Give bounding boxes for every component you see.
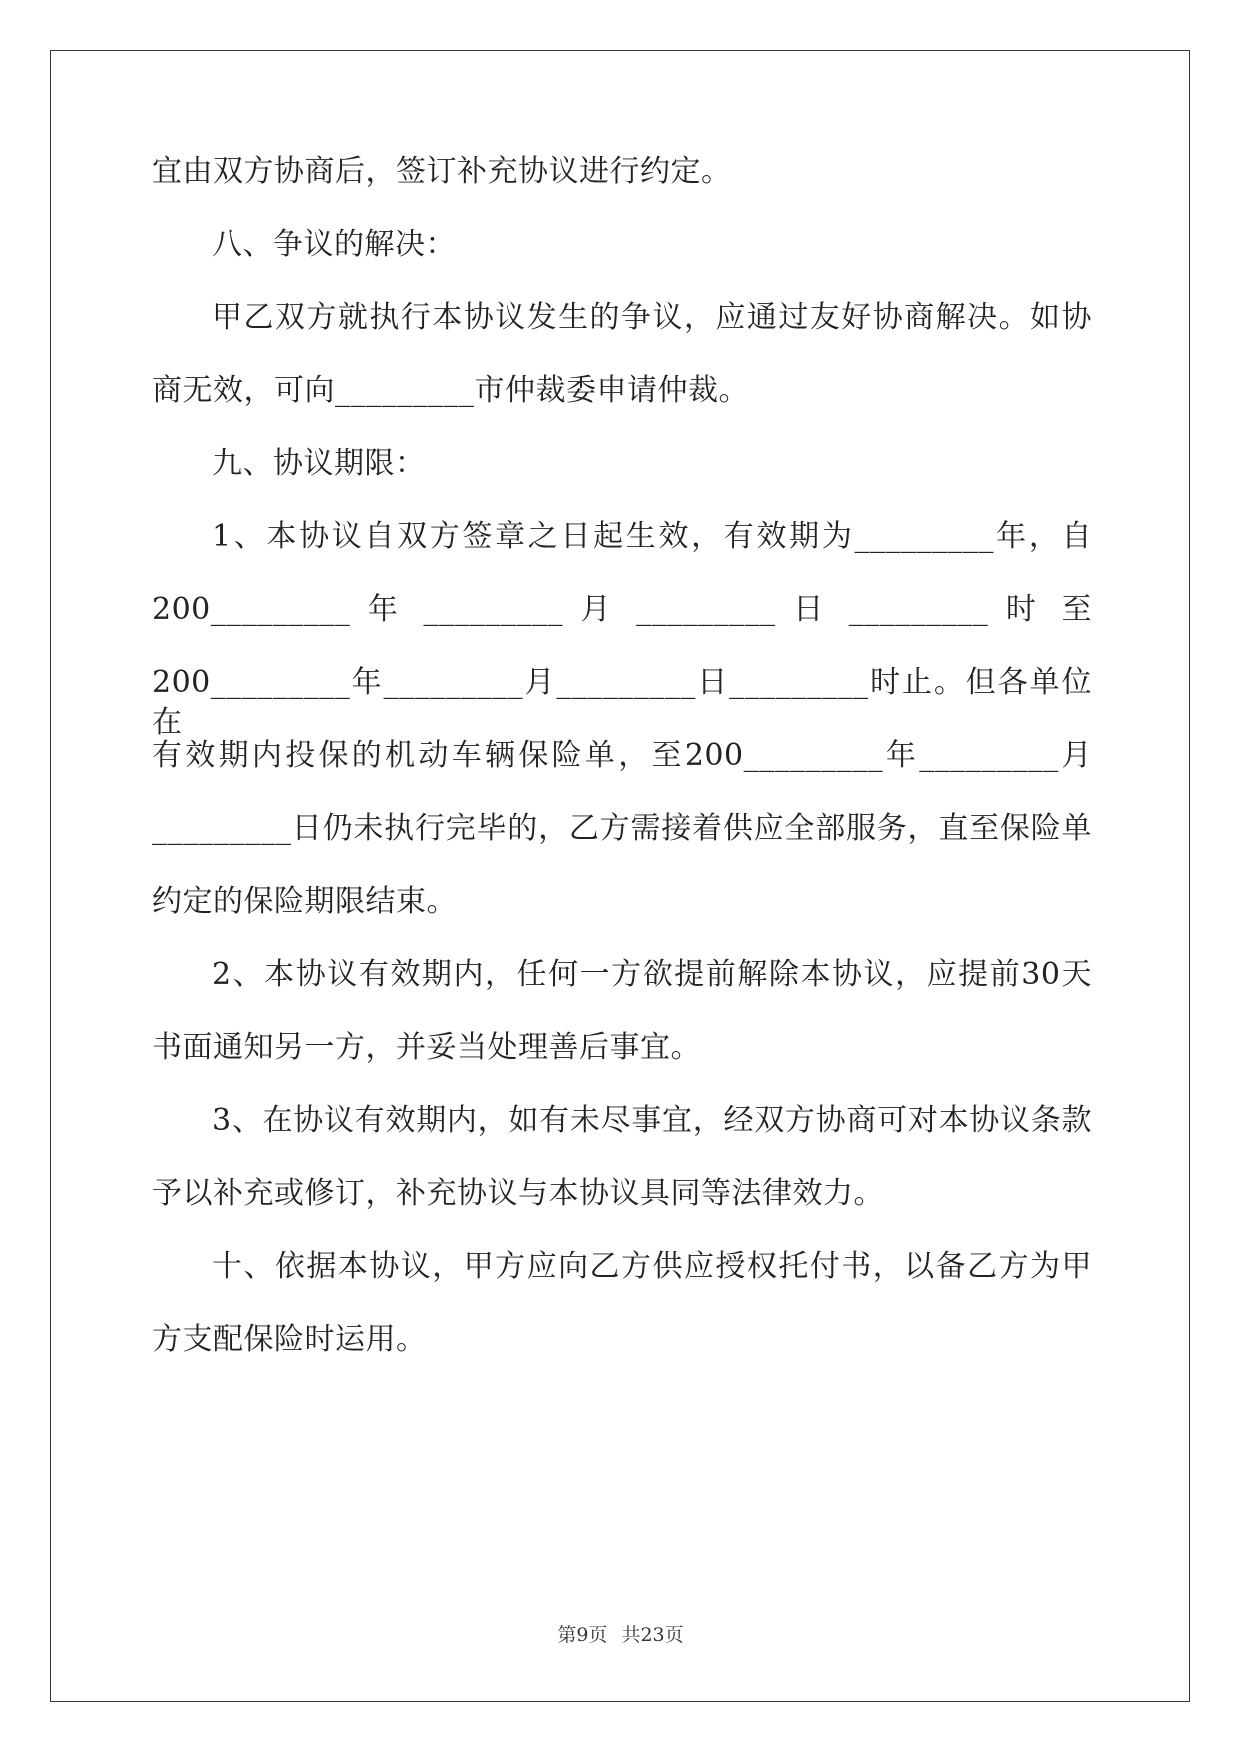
text-line: 200_________年_________月_________日_________时止。但各单位在 <box>152 665 1092 740</box>
text-line: 约定的保险期限结束。 <box>152 884 457 919</box>
page-total: 共23页 <box>621 1624 684 1646</box>
text-line: 2、本协议有效期内，任何一方欲提前解除本协议，应提前30天 <box>212 957 1092 992</box>
text-line: 方支配保险时运用。 <box>152 1322 427 1357</box>
text-line: 予以补充或修订，补充协议与本协议具同等法律效力。 <box>152 1176 884 1211</box>
text-line: 有效期内投保的机动车辆保险单，至200_________年_________月 <box>152 738 1092 773</box>
text-line: 十、依据本协议，甲方应向乙方供应授权托付书，以备乙方为甲 <box>212 1249 1092 1284</box>
text-line: 宜由双方协商后，签订补充协议进行约定。 <box>152 154 732 189</box>
text-line: _________日仍未执行完毕的，乙方需接着供应全部服务，直至保险单 <box>152 811 1092 846</box>
text-line: 200_________ 年 _________ 月 _________ 日 _________ 时 至 <box>152 592 1092 627</box>
section-heading: 九、协议期限： <box>212 446 426 481</box>
text-line: 3、在协议有效期内，如有未尽事宜，经双方协商可对本协议条款 <box>212 1103 1092 1138</box>
text-line: 商无效，可向_________市仲裁委申请仲裁。 <box>152 373 749 408</box>
text-line: 甲乙双方就执行本协议发生的争议，应通过友好协商解决。如协 <box>212 300 1092 335</box>
page-footer <box>0 1623 1241 1647</box>
text-line: 书面通知另一方，并妥当处理善后事宜。 <box>152 1030 701 1065</box>
text-line: 1、本协议自双方签章之日起生效，有效期为_________年，自 <box>212 519 1092 554</box>
section-heading: 八、争议的解决： <box>212 227 456 262</box>
page-number: 第9页 <box>557 1624 608 1646</box>
